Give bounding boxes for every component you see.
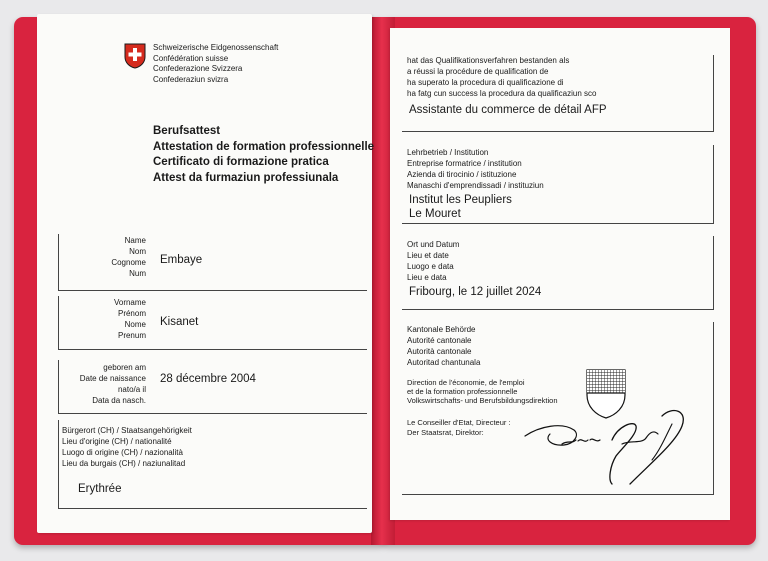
field-divider [402, 494, 714, 495]
field-divider [58, 413, 367, 414]
swiss-coat-of-arms-icon [124, 43, 146, 69]
field-divider [58, 420, 59, 508]
field-label: Data da nasch. [92, 396, 146, 405]
field-label: Lieu d'origine (CH) / nationalité [62, 437, 172, 446]
field-label: Nom [129, 247, 146, 256]
signatory-title [407, 418, 511, 437]
field-label: Luogo e data [407, 262, 454, 271]
firstname-value: Kisanet [160, 316, 199, 328]
field-divider [402, 223, 714, 224]
field-label: a réussi la procédure de qualification de [407, 67, 549, 76]
field-label: Lieu et date [407, 251, 449, 260]
signatory-line: Le Conseiller d'Etat, Directeur : [407, 418, 511, 427]
federation-line: Confederaziun svizra [153, 74, 229, 84]
field-label: Name [124, 236, 146, 245]
direction-line: Volkswirtschafts- und Berufsbildungsdirektion [407, 396, 558, 405]
place-date-value: Fribourg, le 12 juillet 2024 [409, 286, 542, 298]
field-label: Lieu da burgais (CH) / naziunalitad [62, 459, 186, 468]
field-label: Autorità cantonale [407, 347, 472, 356]
birth-labels [60, 362, 146, 406]
company-name: Institut les Peupliers [409, 194, 512, 206]
title-line: Berufsattest [153, 125, 221, 137]
field-label: Manaschi d'emprendissadi / instituziun [407, 181, 544, 190]
federation-line: Confédération suisse [153, 53, 229, 63]
field-divider [58, 234, 59, 290]
field-label: nato/a il [117, 385, 146, 394]
firstname-labels [60, 297, 146, 341]
origin-labels [62, 425, 192, 469]
authority-labels [407, 324, 480, 368]
origin-value: Erythrée [78, 483, 122, 495]
field-label: Entreprise formatrice / institution [407, 159, 522, 168]
field-label: Vorname [113, 298, 146, 307]
federation-name-block [153, 43, 278, 85]
field-label: geboren am [103, 363, 146, 372]
field-label: Date de naissance [79, 374, 146, 383]
field-divider [402, 131, 714, 132]
field-label: Prénom [117, 309, 146, 318]
field-label: ha fatg cun success la procedura da qualificaziun sco [407, 89, 597, 98]
field-label: Nome [124, 320, 146, 329]
company-labels [407, 147, 544, 191]
field-label: ha superato la procedura di qualificazione di [407, 78, 564, 87]
field-divider [713, 145, 714, 223]
qualification-value: Assistante du commerce de détail AFP [409, 104, 607, 116]
certificate-title [153, 124, 374, 186]
field-label: Cognome [111, 258, 146, 267]
qualification-labels [407, 55, 596, 99]
field-label: Luogo di origine (CH) / nazionalità [62, 448, 183, 457]
field-label: Prenum [117, 331, 146, 340]
company-value [409, 193, 512, 221]
field-label: Bürgerort (CH) / Staatsangehörigkeit [62, 426, 192, 435]
field-label: Kantonale Behörde [407, 325, 476, 334]
field-divider [58, 508, 367, 509]
field-divider [58, 296, 59, 349]
field-divider [713, 55, 714, 131]
field-label: Lieu e data [407, 273, 447, 282]
title-line: Attest da furmaziun professiunala [153, 171, 339, 184]
company-location: Le Mouret [409, 208, 461, 220]
field-divider [58, 290, 367, 291]
direction-line: Direction de l'économie, de l'emploi [407, 378, 525, 387]
surname-labels [60, 235, 146, 279]
field-divider [713, 322, 714, 494]
field-label: Autoritad chantunala [407, 358, 481, 367]
field-divider [58, 360, 59, 413]
field-divider [713, 236, 714, 309]
signatory-line: Der Staatsrat, Direktor: [407, 427, 484, 437]
title-line: Certificato di formazione pratica [153, 156, 329, 168]
place-date-labels [407, 239, 459, 283]
federation-line: Confederazione Svizzera [153, 64, 243, 73]
field-label: Ort und Datum [407, 240, 460, 249]
title-line: Attestation de formation professionnelle [153, 140, 375, 153]
field-divider [58, 349, 367, 350]
field-label: Num [129, 269, 146, 278]
field-label: Autorité cantonale [407, 336, 472, 345]
handwritten-signature [522, 400, 694, 490]
field-label: Lehrbetrieb / Institution [407, 148, 489, 157]
field-label: hat das Qualifikationsverfahren bestanden als [407, 56, 570, 65]
federation-line: Schweizerische Eidgenossenschaft [153, 43, 279, 52]
field-divider [402, 309, 714, 310]
birthdate-value: 28 décembre 2004 [160, 373, 256, 385]
field-label: Azienda di tirocinio / istituzione [407, 170, 517, 179]
direction-line: et de la formation professionnelle [407, 387, 518, 396]
surname-value: Embaye [160, 254, 203, 266]
